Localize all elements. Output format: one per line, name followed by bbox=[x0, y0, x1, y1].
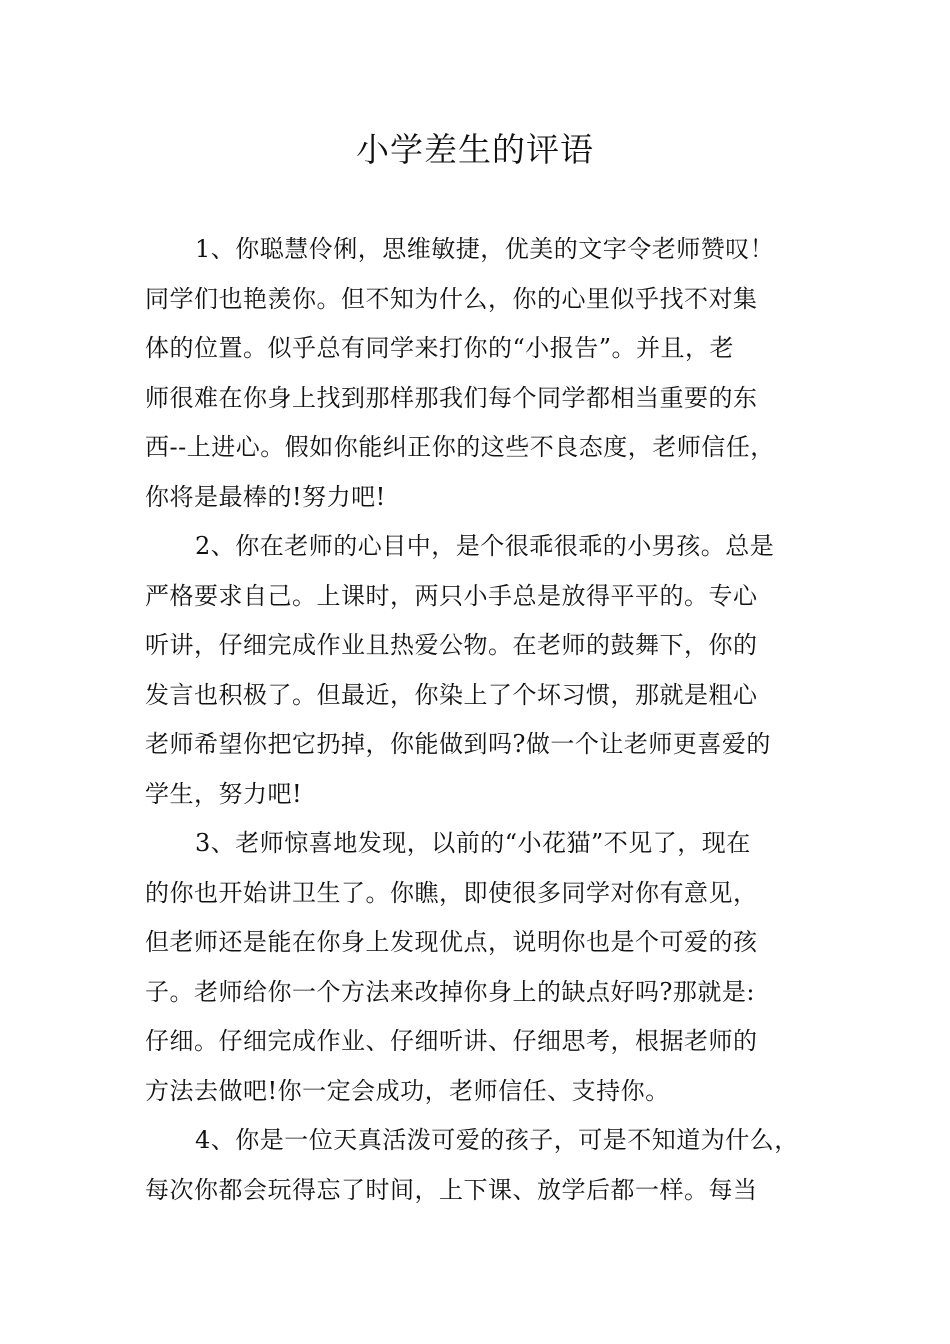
paragraph-2-line-1: 2、你在老师的心目中，是个很乖很乖的小男孩。总是 bbox=[195, 532, 775, 560]
document-title: 小学差生的评语 bbox=[356, 130, 594, 169]
paragraph-2-line-3: 听讲，仔细完成作业且热爱公物。在老师的鼓舞下，你的 bbox=[145, 631, 758, 659]
paragraph-3-line-4: 子。老师给你一个方法来改掉你身上的缺点好吗?那就是: bbox=[145, 977, 755, 1006]
paragraph-2-line-4: 发言也积极了。但最近，你染上了个坏习惯，那就是粗心 bbox=[145, 680, 758, 709]
paragraph-1-line-1: 1、你聪慧伶俐，思维敏捷，优美的文字令老师赞叹！ bbox=[195, 235, 775, 263]
paragraph-3-line-1: 3、老师惊喜地发现，以前的“小花猫”不见了，现在 bbox=[195, 829, 751, 857]
paragraph-1-line-4: 师很难在你身上找到那样那我们每个同学都相当重要的东 bbox=[145, 383, 758, 412]
paragraph-4-line-1: 4、你是一位天真活泼可爱的孩子，可是不知道为什么， bbox=[195, 1126, 799, 1154]
paragraph-3-line-2: 的你也开始讲卫生了。你瞧，即使很多同学对你有意见， bbox=[145, 878, 758, 907]
paragraph-1-line-6: 你将是最棒的!努力吧! bbox=[145, 482, 386, 511]
paragraph-2-line-5: 老师希望你把它扔掉，你能做到吗?做一个让老师更喜爱的 bbox=[145, 730, 771, 758]
paragraph-3-line-3: 但老师还是能在你身上发现优点，说明你也是个可爱的孩 bbox=[145, 928, 758, 956]
paragraph-4-line-2: 每次你都会玩得忘了时间，上下课、放学后都一样。每当 bbox=[145, 1175, 758, 1204]
paragraph-1-line-3: 体的位置。似乎总有同学来打你的“小报告”。并且，老 bbox=[145, 334, 735, 362]
paragraph-1-line-5: 西--上进心。假如你能纠正你的这些不良态度，老师信任， bbox=[145, 433, 775, 461]
document-body bbox=[145, 225, 815, 1215]
paragraph-1-line-2: 同学们也艳羡你。但不知为什么，你的心里似乎找不对集 bbox=[145, 284, 758, 313]
paragraph-2-line-2: 严格要求自己。上课时，两只小手总是放得平平的。专心 bbox=[145, 581, 758, 610]
paragraph-3-line-5: 仔细。仔细完成作业、仔细听讲、仔细思考，根据老师的 bbox=[145, 1027, 758, 1055]
paragraph-2-line-6: 学生，努力吧! bbox=[145, 779, 303, 808]
paragraph-3-line-6: 方法去做吧!你一定会成功，老师信任、支持你。 bbox=[145, 1076, 670, 1105]
